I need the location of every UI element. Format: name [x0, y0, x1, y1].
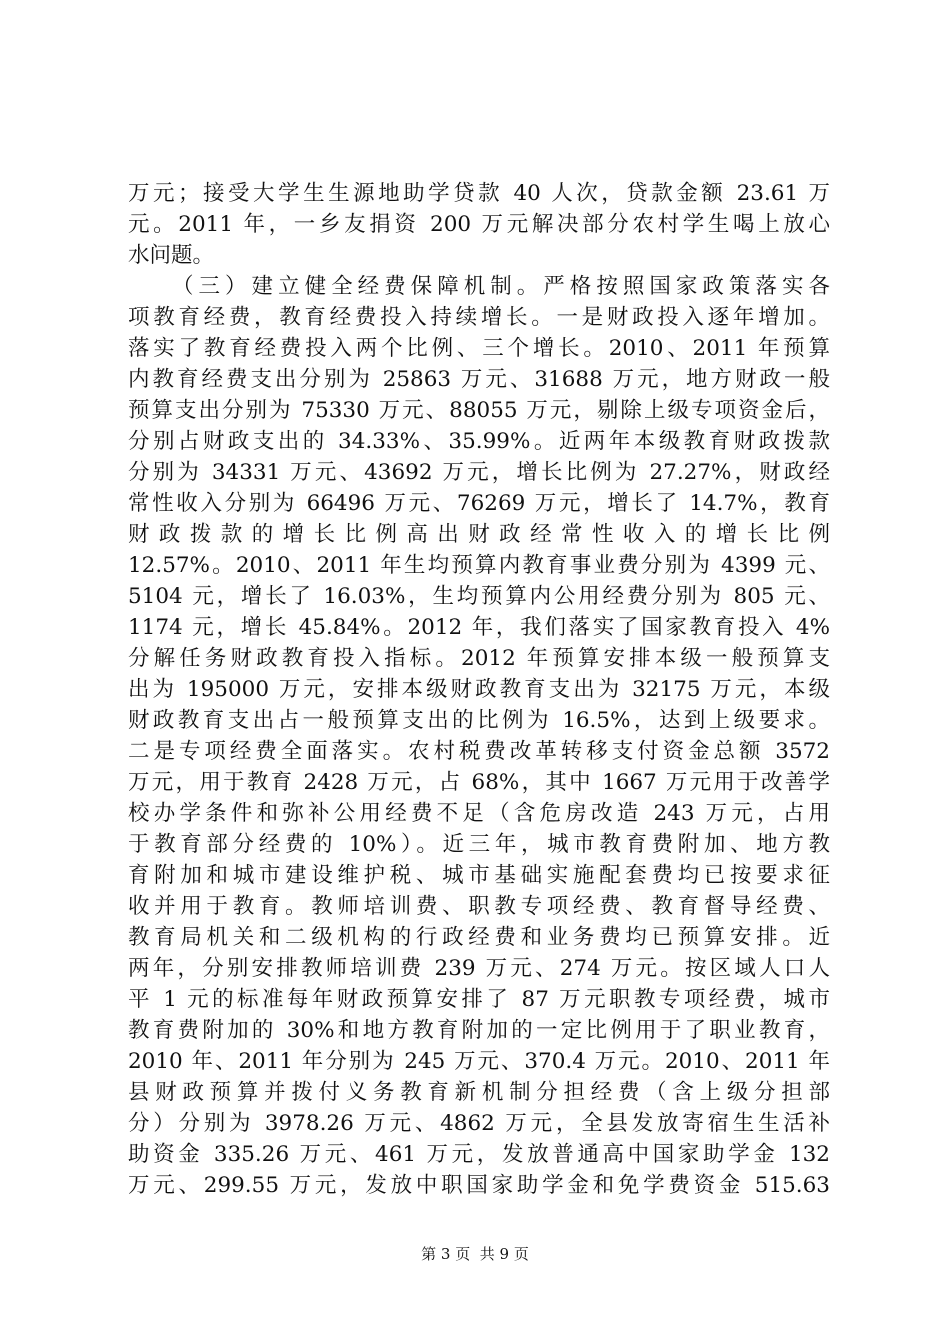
text-line: 常性收入分别为 66496 万元、76269 万元，增长了 14.7%，教育	[128, 491, 830, 516]
text-line: 分）分别为 3978.26 万元、4862 万元，全县发放寄宿生生活补	[128, 1111, 830, 1136]
text-line: 收并用于教育。教师培训费、职教专项经费、教育督导经费、	[128, 894, 830, 919]
text-line: 教育局机关和二级机构的行政经费和业务费均已预算安排。近	[128, 925, 830, 950]
text-line: 水问题。	[128, 243, 215, 268]
text-line: 内教育经费支出分别为 25863 万元、31688 万元，地方财政一般	[128, 367, 830, 392]
text-line: 元。2011 年，一乡友捐资 200 万元解决部分农村学生喝上放心	[128, 212, 830, 237]
text-line: 教育费附加的 30%和地方教育附加的一定比例用于了职业教育，	[128, 1018, 830, 1043]
text-line: 万元，用于教育 2428 万元，占 68%，其中 1667 万元用于改善学	[128, 770, 830, 795]
text-line: 分别占财政支出的 34.33%、35.99%。近两年本级教育财政拨款	[128, 429, 830, 454]
text-line: 万元；接受大学生生源地助学贷款 40 人次，贷款金额 23.61 万	[128, 181, 830, 206]
text-line: 分解任务财政教育投入指标。2012 年预算安排本级一般预算支	[128, 646, 830, 671]
text-line: 财政拨款的增长比例高出财政经常性收入的增长比例	[128, 522, 830, 547]
paragraph-start-line: （三）建立健全经费保障机制。严格按照国家政策落实各	[172, 274, 830, 299]
body-text	[128, 178, 830, 1201]
page-number-footer: 第 3 页 共 9 页	[421, 1245, 529, 1263]
text-line: 1174 元，增长 45.84%。2012 年，我们落实了国家教育投入 4%	[128, 615, 830, 640]
text-line: 出为 195000 万元，安排本级财政教育支出为 32175 万元，本级	[128, 677, 830, 702]
text-line: 项教育经费，教育经费投入持续增长。一是财政投入逐年增加。	[128, 305, 830, 330]
text-line: 校办学条件和弥补公用经费不足（含危房改造 243 万元，占用	[128, 801, 830, 826]
text-line: 12.57%。2010、2011 年生均预算内教育事业费分别为 4399 元、	[128, 553, 830, 578]
text-line: 预算支出分别为 75330 万元、88055 万元，剔除上级专项资金后，	[128, 398, 830, 423]
text-line: 两年，分别安排教师培训费 239 万元、274 万元。按区域人口人	[128, 956, 830, 981]
text-line: 分别为 34331 万元、43692 万元，增长比例为 27.27%，财政经	[128, 460, 830, 485]
text-line: 2010 年、2011 年分别为 245 万元、370.4 万元。2010、2011 年	[128, 1049, 830, 1074]
text-line: 平 1 元的标准每年财政预算安排了 87 万元职教专项经费，城市	[128, 987, 830, 1012]
text-line: 财政教育支出占一般预算支出的比例为 16.5%，达到上级要求。	[128, 708, 830, 733]
text-line: 5104 元，增长了 16.03%，生均预算内公用经费分别为 805 元、	[128, 584, 830, 609]
text-line: 于教育部分经费的 10%）。近三年，城市教育费附加、地方教	[128, 832, 830, 857]
text-line: 助资金 335.26 万元、461 万元，发放普通高中国家助学金 132	[128, 1142, 830, 1167]
text-line: 育附加和城市建设维护税、城市基础实施配套费均已按要求征	[128, 863, 830, 888]
text-line: 二是专项经费全面落实。农村税费改革转移支付资金总额 3572	[128, 739, 830, 764]
text-line: 县财政预算并拨付义务教育新机制分担经费（含上级分担部	[128, 1080, 830, 1105]
text-line: 落实了教育经费投入两个比例、三个增长。2010、2011 年预算	[128, 336, 830, 361]
text-line: 万元、299.55 万元，发放中职国家助学金和免学费资金 515.63	[128, 1173, 830, 1198]
